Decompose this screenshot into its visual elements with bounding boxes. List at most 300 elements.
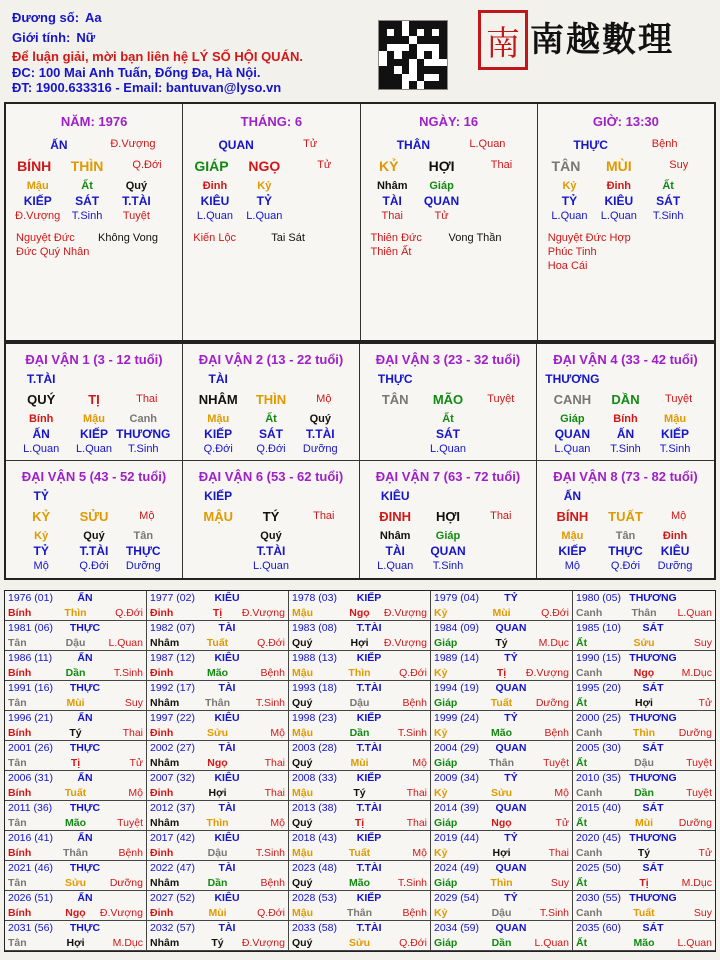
year-god: KIÊU: [214, 892, 240, 904]
year-god: THỰC: [69, 622, 101, 634]
year-label: 1991 (16): [8, 682, 53, 694]
year-label: 2035 (60): [576, 922, 621, 934]
year-god: KIẾP: [356, 652, 382, 664]
year-god: T.TÀI: [356, 862, 382, 874]
year-branch: Tý: [353, 787, 366, 799]
year-cell: [573, 861, 715, 891]
year-label: 2017 (42): [150, 832, 195, 844]
year-god: SÁT: [642, 802, 664, 814]
year-cell: [289, 741, 431, 771]
year-stem: Ất: [576, 937, 588, 949]
year-phase: Bệnh: [260, 877, 285, 889]
year-cell: [5, 861, 147, 891]
year-branch: Dần: [491, 937, 512, 949]
dai-van-title: ĐẠI VẬN 6 (53 - 62 tuổi): [198, 469, 344, 484]
year-pillar-row: [573, 907, 715, 919]
hidden-god: KIÊU: [604, 194, 634, 208]
year-pillar-row: [573, 817, 715, 829]
branch-phase: Thai: [490, 159, 513, 171]
dai-van-hidden-god: KIẾP: [661, 427, 690, 441]
year-stem: Giáp: [434, 637, 458, 649]
year-label: 2031 (56): [8, 922, 53, 934]
year-stem: Đinh: [150, 907, 174, 919]
shen-sha: Vong Thần: [448, 232, 502, 244]
year-stem: Tân: [8, 817, 27, 829]
dai-van-phase: Thai: [490, 510, 512, 522]
year-label: 2002 (27): [150, 742, 195, 754]
branch-phase: Suy: [669, 159, 689, 171]
year-cell: [289, 921, 431, 951]
year-god: QUAN: [495, 622, 527, 634]
year-phase: T.Sinh: [397, 727, 427, 739]
year-stem: Canh: [576, 667, 603, 679]
hidden-stem: Kỷ: [562, 180, 577, 192]
year-stem: Quý: [292, 697, 313, 709]
year-branch: Tị: [496, 667, 507, 679]
dai-van-title: ĐẠI VẬN 2 (13 - 22 tuổi): [198, 352, 344, 367]
year-god: TÀI: [218, 682, 236, 694]
dai-van-hidden-stem: Giáp: [435, 530, 461, 542]
year-stem: Giáp: [434, 757, 458, 769]
year-label: 2027 (52): [150, 892, 195, 904]
year-god: THƯƠNG: [629, 832, 677, 844]
gioi-tinh-line: [12, 30, 95, 45]
shen-sha: Phúc Tinh: [547, 246, 597, 258]
year-branch: Dậu: [349, 697, 370, 709]
year-label: 2025 (50): [576, 862, 621, 874]
dai-van-phase: Mộ: [670, 510, 687, 522]
dai-van-hidden-phase: T.Sinh: [610, 443, 641, 455]
year-pillar-row: [147, 937, 288, 949]
year-pillar-row: [573, 787, 715, 799]
year-cell: [431, 921, 573, 951]
dai-van-hidden-stem: Mậu: [561, 530, 584, 542]
year-pillar-row: [431, 907, 572, 919]
hidden-god: TỶ: [256, 194, 272, 208]
year-branch: Mão: [491, 727, 512, 739]
year-stem: Quý: [292, 637, 313, 649]
stem-phase: Tử: [303, 138, 318, 150]
year-stem: Bính: [8, 607, 32, 619]
year-branch: Sửu: [490, 787, 513, 799]
year-cell: [431, 831, 573, 861]
year-phase: Mộ: [412, 757, 427, 769]
shen-sha: Kiến Lộc: [193, 232, 237, 244]
year-branch: Thìn: [64, 607, 87, 619]
year-cell: [147, 681, 289, 711]
dai-van-god: TÀI: [208, 372, 228, 386]
year-pillar-row: [289, 667, 430, 679]
stem-god: ẤN: [50, 138, 68, 152]
shen-sha: Thiên Ất: [370, 246, 412, 258]
year-god: ẤN: [77, 892, 93, 904]
year-phase: Thai: [406, 817, 427, 829]
year-label: 2001 (26): [8, 742, 53, 754]
year-stem: Kỷ: [434, 907, 448, 919]
year-pillar-row: [573, 877, 715, 889]
address-text: ĐC: 100 Mai Anh Tuấn, Đống Đa, Hà Nội.: [12, 65, 261, 80]
dai-van-stem: CANH: [553, 392, 592, 407]
year-cell: [5, 891, 147, 921]
year-branch: Tý: [69, 727, 82, 739]
year-label: 2013 (38): [292, 802, 337, 814]
year-cell: [5, 741, 147, 771]
dai-van-hidden-stem: Ất: [265, 413, 277, 425]
year-phase: Đ.Vượng: [383, 607, 427, 619]
year-cell: [5, 711, 147, 741]
year-cell: [431, 741, 573, 771]
dai-van-hidden-stem: Quý: [260, 530, 282, 542]
hidden-god: KIẾP: [23, 194, 52, 208]
year-label: 1982 (07): [150, 622, 195, 634]
duong-so-value: Aa: [85, 10, 102, 25]
year-label: 1990 (15): [576, 652, 621, 664]
year-phase: Đ.Vượng: [241, 607, 285, 619]
year-branch: Thân: [631, 607, 657, 619]
year-cell: [289, 591, 431, 621]
year-label: 1989 (14): [434, 652, 479, 664]
year-phase: T.Sinh: [397, 877, 427, 889]
year-label: 2033 (58): [292, 922, 337, 934]
year-cell: [573, 711, 715, 741]
duong-so-line: [12, 10, 102, 25]
pillar-title: THÁNG: 6: [240, 114, 303, 129]
year-label: 2010 (35): [576, 772, 621, 784]
year-branch: Hợi: [66, 937, 85, 949]
year-phase: Thai: [264, 787, 285, 799]
year-phase: L.Quan: [677, 607, 712, 619]
year-pillar-row: [431, 817, 572, 829]
dai-van-hidden-phase: Mộ: [33, 560, 49, 572]
year-pillar-row: [289, 817, 430, 829]
year-pillar-row: [431, 757, 572, 769]
dai-van-phase: Mộ: [316, 393, 332, 405]
year-phase: T.Sinh: [255, 847, 285, 859]
year-label: 2022 (47): [150, 862, 195, 874]
year-phase: Q.Đới: [115, 607, 143, 619]
year-pillar-row: [147, 667, 288, 679]
dai-van-hidden-god: KIÊU: [660, 544, 690, 558]
dai-van-1: [6, 344, 183, 461]
year-phase: Mộ: [554, 787, 569, 799]
year-cell: [147, 861, 289, 891]
year-cell: [431, 801, 573, 831]
year-stem: Đinh: [150, 607, 174, 619]
year-god: SÁT: [642, 622, 664, 634]
year-cell: [147, 891, 289, 921]
year-phase: Thai: [122, 727, 143, 739]
hidden-god: QUAN: [423, 194, 460, 208]
year-stem: Kỷ: [434, 607, 448, 619]
year-branch: Tị: [212, 607, 223, 619]
year-phase: Đ.Vượng: [525, 667, 569, 679]
year-pillar-row: [431, 637, 572, 649]
year-branch: Hợi: [208, 787, 227, 799]
year-branch: Dậu: [634, 757, 654, 769]
stem-god: THỰC: [573, 138, 608, 152]
year-cell: [5, 681, 147, 711]
year-stem: Kỷ: [434, 847, 448, 859]
year-stem: Ất: [576, 637, 588, 649]
year-phase: Tử: [698, 847, 712, 859]
year-cell: [5, 771, 147, 801]
hidden-stem: Ất: [81, 180, 93, 192]
year-stem: Nhâm: [150, 757, 180, 769]
dai-van-god: TỶ: [33, 489, 49, 503]
year-branch: Sửu: [64, 877, 87, 889]
year-label: 1976 (01): [8, 592, 53, 604]
dai-van-hidden-stem: Ất: [442, 413, 454, 425]
year-stem: Kỷ: [434, 787, 448, 799]
dai-van-phase: Thai: [313, 510, 335, 522]
phone-email-text: ĐT: 1900.633316 - Email: bantuvan@lyso.vn: [12, 80, 282, 95]
year-stem: Tân: [8, 937, 27, 949]
year-phase: Đ.Vượng: [383, 637, 427, 649]
dai-van-hidden-phase: L.Quan: [429, 443, 467, 455]
year-cell: [431, 591, 573, 621]
year-label: 2021 (46): [8, 862, 53, 874]
year-pillar-row: [289, 937, 430, 949]
year-label: 2012 (37): [150, 802, 195, 814]
year-pillar-row: [289, 697, 430, 709]
year-pillar-row: [573, 697, 715, 709]
earthly-branch: NGỌ: [248, 158, 281, 174]
hidden-god: T.TÀI: [122, 194, 151, 208]
year-branch: Mùi: [492, 607, 511, 619]
dai-van-stem: BÍNH: [556, 509, 589, 524]
year-branch: Sửu: [348, 937, 371, 949]
year-pillar-row: [5, 877, 146, 889]
year-branch: Thân: [346, 907, 373, 919]
shen-sha: Nguyệt Đức Hợp: [547, 232, 631, 244]
year-god: TỶ: [504, 712, 518, 724]
year-label: 1984 (09): [434, 622, 479, 634]
dai-van-god: KIẾP: [204, 489, 233, 503]
shen-sha: Đức Quý Nhân: [16, 246, 90, 258]
year-pillar-row: [5, 637, 146, 649]
year-stem: Giáp: [434, 817, 458, 829]
year-label: 1997 (22): [150, 712, 195, 724]
year-branch: Ngọ: [207, 757, 228, 769]
year-label: 2014 (39): [434, 802, 479, 814]
year-branch: Mùi: [66, 697, 85, 709]
year-branch: Hợi: [350, 637, 369, 649]
dai-van-hidden-god: QUAN: [554, 427, 591, 441]
year-cell: [573, 891, 715, 921]
hidden-phase: Thai: [381, 210, 403, 222]
year-phase: Bệnh: [118, 847, 143, 859]
year-cell: [5, 831, 147, 861]
year-god: SÁT: [642, 862, 664, 874]
year-cell: [573, 681, 715, 711]
year-cell: [5, 591, 147, 621]
gioi-tinh-value: Nữ: [76, 30, 96, 45]
year-god: TỶ: [504, 772, 518, 784]
year-cell: [573, 831, 715, 861]
dai-van-title: ĐẠI VẬN 7 (63 - 72 tuổi): [375, 469, 521, 484]
year-god: THỰC: [69, 802, 101, 814]
dai-van-branch: TUẤT: [608, 509, 643, 524]
gioi-tinh-label: Giới tính:: [12, 30, 71, 45]
year-cell: [431, 891, 573, 921]
year-phase: T.Sinh: [539, 907, 569, 919]
dai-van-phase: Mộ: [139, 510, 155, 522]
stem-phase: Bệnh: [651, 138, 678, 150]
year-pillar-row: [573, 937, 715, 949]
dai-van-title: ĐẠI VẬN 4 (33 - 42 tuổi): [553, 352, 698, 367]
year-stem: Tân: [8, 637, 27, 649]
year-god: THỰC: [69, 682, 101, 694]
year-pillar-row: [5, 787, 146, 799]
year-stem: Bính: [8, 727, 32, 739]
year-stem: Ất: [576, 877, 588, 889]
year-stem: Bính: [8, 847, 32, 859]
dai-van-god: KIÊU: [380, 489, 410, 503]
dai-van-branch: HỢI: [435, 509, 461, 524]
year-cell: [147, 651, 289, 681]
year-label: 2011 (36): [8, 802, 53, 814]
year-cell: [289, 711, 431, 741]
dai-van-title: ĐẠI VẬN 8 (73 - 82 tuổi): [553, 469, 698, 484]
year-label: 2008 (33): [292, 772, 337, 784]
dai-van-4: [537, 344, 714, 461]
year-branch: Thân: [62, 847, 89, 859]
year-god: QUAN: [495, 682, 527, 694]
year-pillar-row: [5, 907, 146, 919]
year-label: 2003 (28): [292, 742, 337, 754]
year-stem: Đinh: [150, 847, 174, 859]
year-phase: T.Sinh: [113, 667, 143, 679]
year-stem: Đinh: [150, 667, 174, 679]
year-branch: Tuất: [633, 907, 655, 919]
year-branch: Tị: [354, 817, 365, 829]
year-pillar-row: [5, 757, 146, 769]
dai-van-hidden-god: T.TÀI: [79, 544, 109, 558]
year-cell: [289, 651, 431, 681]
year-branch: Sửu: [633, 637, 655, 649]
year-stem: Tân: [8, 877, 27, 889]
shen-sha: Hoa Cái: [547, 260, 588, 272]
header: [0, 0, 720, 100]
year-cell: [147, 921, 289, 951]
year-god: TÀI: [218, 802, 236, 814]
year-branch: Thân: [488, 757, 515, 769]
year-branch: Dần: [65, 667, 86, 679]
heavenly-stem: GIÁP: [194, 158, 229, 174]
year-label: 2007 (32): [150, 772, 195, 784]
year-phase: Bệnh: [260, 667, 285, 679]
year-phase: Bệnh: [402, 697, 427, 709]
pillar-0: [6, 104, 183, 340]
four-pillars-panel: [4, 102, 716, 342]
year-god: KIẾP: [356, 772, 382, 784]
year-cell: [289, 891, 431, 921]
shen-sha: Thiên Đức: [370, 232, 422, 244]
year-phase: Mộ: [128, 787, 143, 799]
dai-van-hidden-phase: L.Quan: [377, 560, 414, 572]
year-god: T.TÀI: [356, 622, 382, 634]
year-phase: Thai: [264, 757, 285, 769]
year-stem: Quý: [292, 817, 313, 829]
year-god: THỰC: [69, 922, 101, 934]
year-table: [4, 590, 716, 952]
dai-van-hidden-stem: Bính: [613, 413, 638, 425]
year-phase: Bệnh: [402, 907, 427, 919]
year-branch: Thìn: [348, 667, 371, 679]
year-pillar-row: [289, 877, 430, 889]
year-god: ẤN: [77, 832, 93, 844]
year-god: ẤN: [77, 652, 93, 664]
year-stem: Bính: [8, 787, 32, 799]
year-cell: [431, 651, 573, 681]
year-pillar-row: [147, 817, 288, 829]
dai-van-hidden-stem: Bính: [28, 413, 54, 425]
dai-van-hidden-phase: Dưỡng: [125, 560, 161, 572]
year-branch: Ngọ: [349, 607, 370, 619]
year-phase: Tuyệt: [686, 757, 712, 769]
year-stem: Mậu: [292, 847, 313, 859]
hidden-stem: Giáp: [429, 180, 454, 192]
year-pillar-row: [573, 727, 715, 739]
dai-van-hidden-stem: Quý: [309, 413, 331, 425]
year-cell: [147, 831, 289, 861]
dai-van-hidden-phase: T.Sinh: [659, 443, 691, 455]
year-label: 1996 (21): [8, 712, 53, 724]
year-stem: Nhâm: [150, 637, 180, 649]
year-god: QUAN: [495, 802, 527, 814]
year-label: 2030 (55): [576, 892, 621, 904]
shen-sha: Tai Sát: [271, 232, 305, 244]
logo: 南越數理: [530, 20, 674, 60]
year-cell: [573, 801, 715, 831]
year-pillar-row: [5, 727, 146, 739]
year-pillar-row: [573, 847, 715, 859]
dai-van-6: [183, 461, 360, 578]
dai-van-phase: Tuyệt: [487, 393, 515, 405]
year-phase: Q.Đới: [257, 637, 285, 649]
stem-phase: L.Quan: [469, 138, 506, 150]
year-stem: Đinh: [150, 787, 174, 799]
year-cell: [573, 921, 715, 951]
dai-van-hidden-stem: Canh: [129, 413, 158, 425]
year-branch: Tị: [70, 757, 81, 769]
hidden-phase: Tuyệt: [122, 210, 150, 222]
year-cell: [289, 771, 431, 801]
year-stem: Tân: [8, 697, 27, 709]
dai-van-hidden-god: KIẾP: [79, 427, 109, 441]
hidden-god: SÁT: [75, 194, 100, 208]
dai-van-hidden-phase: L.Quan: [75, 443, 113, 455]
year-pillar-row: [147, 607, 288, 619]
year-phase: M.Dục: [538, 637, 569, 649]
year-pillar-row: [5, 697, 146, 709]
year-phase: Thai: [406, 787, 427, 799]
year-branch: Dậu: [65, 637, 86, 649]
year-pillar-row: [431, 667, 572, 679]
branch-phase: Q.Đới: [132, 159, 162, 171]
year-label: 2005 (30): [576, 742, 621, 754]
dai-van-hidden-stem: Mậu: [83, 413, 105, 425]
year-label: 2032 (57): [150, 922, 195, 934]
year-cell: [289, 621, 431, 651]
year-cell: [5, 801, 147, 831]
year-label: 1992 (17): [150, 682, 195, 694]
dai-van-hidden-stem: Nhâm: [379, 530, 411, 542]
year-cell: [573, 591, 715, 621]
year-stem: Canh: [576, 787, 603, 799]
year-pillar-row: [5, 607, 146, 619]
hidden-phase: L.Quan: [196, 210, 234, 222]
